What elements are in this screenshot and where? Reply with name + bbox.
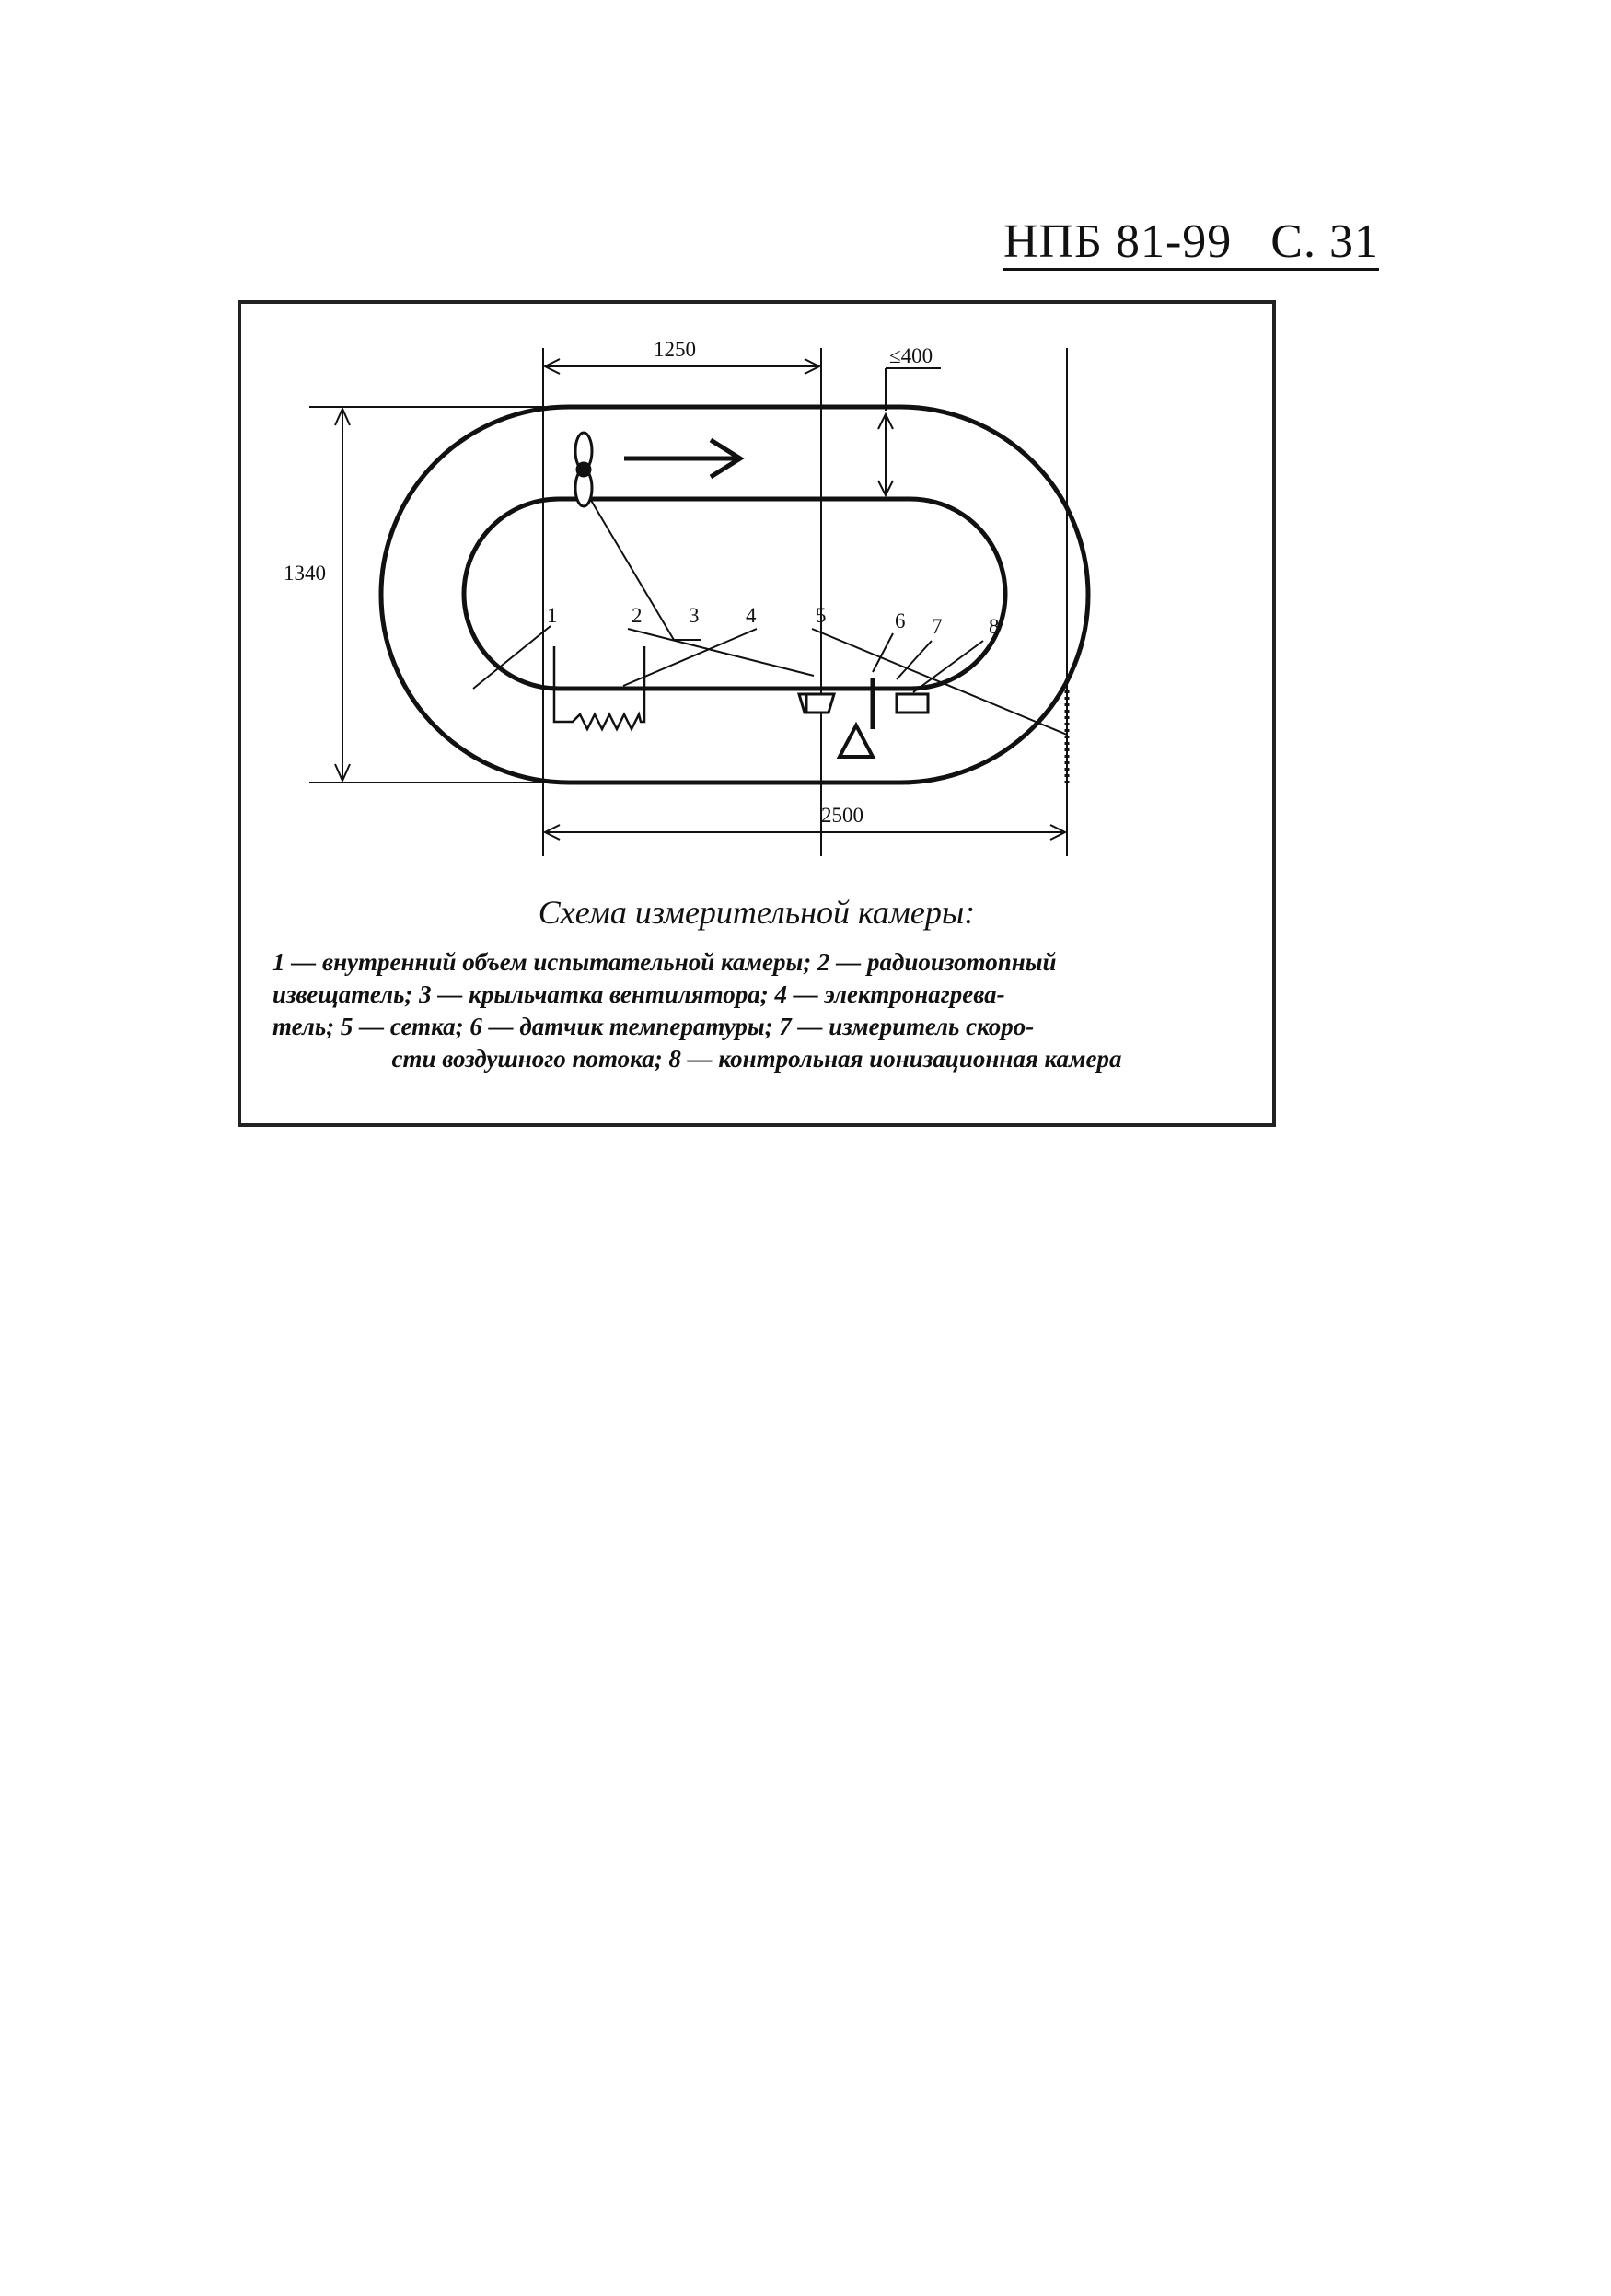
- callout-6: 6: [895, 609, 906, 632]
- dimension-label-1340: 1340: [284, 562, 326, 585]
- legend-line: сти воздушного потока; 8 — контрольная ионизационная камера: [391, 1045, 1122, 1073]
- fan-impeller-icon: [575, 433, 592, 506]
- airflow-direction-arrow: [624, 440, 740, 477]
- callout-4: 4: [746, 604, 757, 627]
- figure-caption-legend: [272, 946, 1241, 1075]
- callout-8: 8: [989, 615, 1000, 638]
- callout-7: 7: [932, 615, 943, 638]
- legend-line: тель; 5 — сетка; 6 — датчик температуры; 7 — измеритель скоро-: [272, 1013, 1035, 1040]
- airflow-velocity-meter-icon: [897, 694, 928, 713]
- callout-1: 1: [547, 604, 558, 627]
- dimension-label-2500: 2500: [821, 804, 863, 827]
- leader-1: [473, 626, 551, 689]
- callout-3: 3: [689, 604, 700, 627]
- document-code: НПБ 81-99: [1003, 215, 1233, 268]
- measuring-chamber-diagram: [241, 304, 1272, 875]
- dimension-label-gap: ≤400: [889, 344, 933, 367]
- radioisotope-detector-icon: [799, 694, 834, 713]
- page-number: С. 31: [1270, 215, 1379, 268]
- figure-frame: [238, 300, 1276, 1127]
- figure-caption-title: Схема измерительной камеры:: [538, 894, 976, 931]
- leader-5: [812, 629, 1067, 735]
- control-ionization-chamber-icon: [840, 725, 873, 757]
- dimension-label-1250: 1250: [654, 338, 696, 361]
- leader-2: [628, 629, 814, 676]
- leader-7: [897, 641, 932, 679]
- page-header: [1003, 217, 1379, 271]
- callout-2: 2: [632, 604, 643, 627]
- callout-5: 5: [816, 604, 827, 627]
- chamber-inner-wall: [464, 499, 1005, 689]
- legend-line: 1 — внутренний объем испытательной камеры; 2 — радиоизотопный: [272, 948, 1057, 976]
- legend-line: извещатель; 3 — крыльчатка вентилятора; 4 — электронагрева-: [272, 980, 1005, 1008]
- leader-3: [584, 488, 674, 640]
- leader-6: [873, 633, 893, 672]
